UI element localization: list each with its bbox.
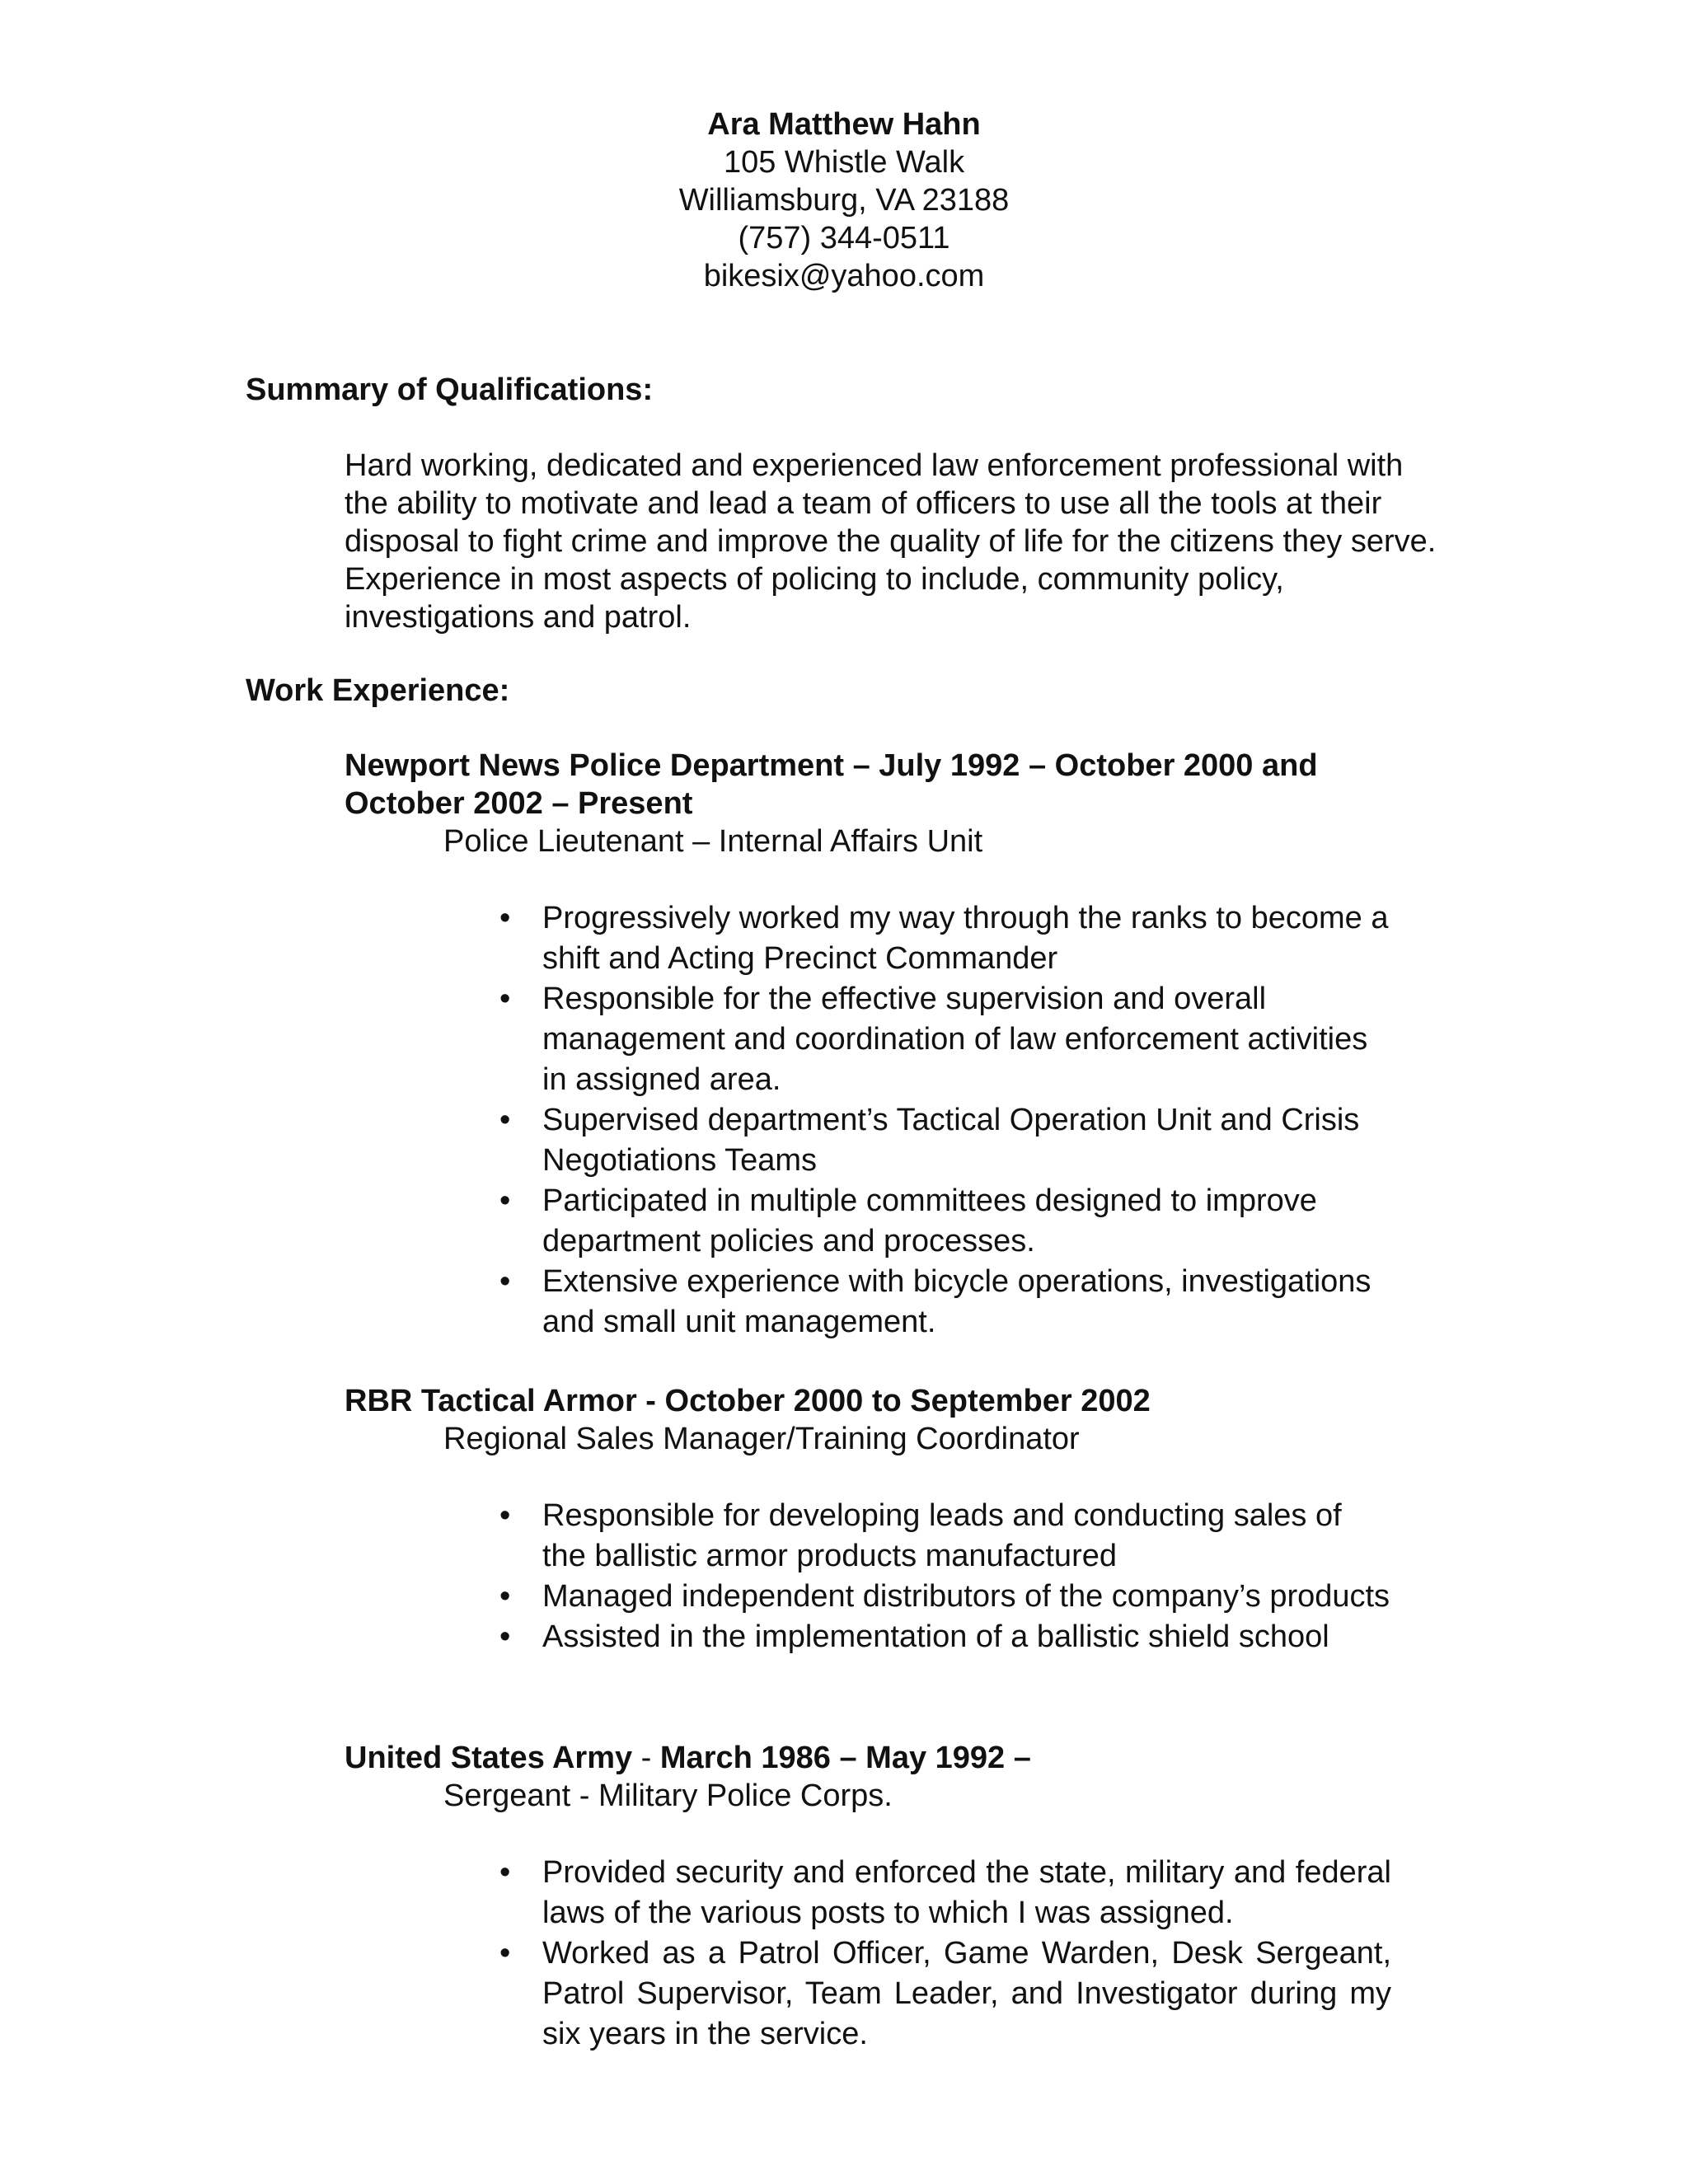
bullet-glyph: • [499,1103,511,1137]
bullet-text: Progressively worked my way through the ranks to become a shift and Acting Precinct Commander [542,901,1389,976]
job-employer [345,1739,1416,1777]
job-bullet-list [345,1853,1449,2055]
bullet-glyph: • [499,1936,511,1971]
job-entry-us-army [345,1739,1449,2055]
summary-heading: Summary of Qualifications: [246,373,654,407]
contact-header [0,105,1688,295]
job-entry-rbr-tactical [345,1382,1449,1657]
job-bullet-list [345,1496,1449,1657]
bullet-text: Assisted in the implementation of a ballistic shield school [542,1619,1329,1654]
job-employer: RBR Tactical Armor - October 2000 to September 2002 [345,1384,1151,1418]
bullet-glyph: • [499,1183,511,1218]
list-item [345,1933,1391,2055]
job-employer: Newport News Police Department – July 1992 – October 2000 and October 2002 – Present [345,748,1318,821]
bullet-text: Worked as a Patrol Officer, Game Warden, Desk Sergeant, Patrol Supervisor, Team Leader, and Investigator during my six years in the service. [542,1936,1391,2051]
bullet-glyph: • [499,1579,511,1614]
list-item [345,898,1391,979]
job-entry-newport-news [345,747,1449,1343]
bullet-text: Responsible for developing leads and conducting sales of the ballistic armor products manufactured [542,1498,1342,1573]
city-state-zip: Williamsburg, VA 23188 [678,183,1010,218]
phone-number: (757) 344-0511 [738,221,950,255]
bullet-text: Participated in multiple committees designed to improve department policies and processes. [542,1183,1317,1258]
bullet-text: Provided security and enforced the state, military and federal laws of the various posts to which I was assigned. [542,1855,1391,1930]
list-item [345,1853,1391,1933]
list-item [345,1577,1391,1617]
list-item [345,1262,1391,1343]
summary-text: Hard working, dedicated and experienced law enforcement professional with the ability to motivate and lead a team of officers to use all the tools at their disposal to fight crime and improve the quality of life for the citizens they serve. Experience in most aspects of policing to include, community policy, investigations and patrol. [345,448,1437,635]
bullet-text: Extensive experience with bicycle operations, investigations and small unit management. [542,1264,1372,1339]
employer-dates: March 1986 – May 1992 – [659,1741,1031,1775]
employer-name: United States Army [345,1741,633,1775]
list-item [345,979,1391,1100]
bullet-glyph: • [499,1264,511,1299]
list-item [345,1181,1391,1262]
bullet-text: Managed independent distributors of the company’s products [542,1579,1390,1614]
work-experience-heading: Work Experience: [246,673,510,708]
address-line: 105 Whistle Walk [723,145,965,180]
list-item [345,1617,1391,1657]
bullet-glyph: • [499,1855,511,1890]
list-item [345,1100,1391,1181]
job-title: Police Lieutenant – Internal Affairs Unit [443,824,983,859]
job-title: Sergeant - Military Police Corps. [443,1779,893,1813]
bullet-glyph: • [499,1619,511,1654]
bullet-text: Responsible for the effective supervision and overall management and coordination of law enforcement activities in assigned area. [542,982,1368,1097]
bullet-glyph: • [499,1498,511,1533]
bullet-text: Supervised department’s Tactical Operation Unit and Crisis Negotiations Teams [542,1103,1360,1178]
bullet-glyph: • [499,901,511,935]
list-item [345,1496,1391,1577]
email-address: bikesix@yahoo.com [703,259,985,293]
candidate-name: Ara Matthew Hahn [707,107,981,142]
job-bullet-list [345,898,1449,1343]
bullet-glyph: • [499,982,511,1016]
job-title: Regional Sales Manager/Training Coordinator [443,1422,1080,1456]
employer-separator: - [632,1741,660,1775]
